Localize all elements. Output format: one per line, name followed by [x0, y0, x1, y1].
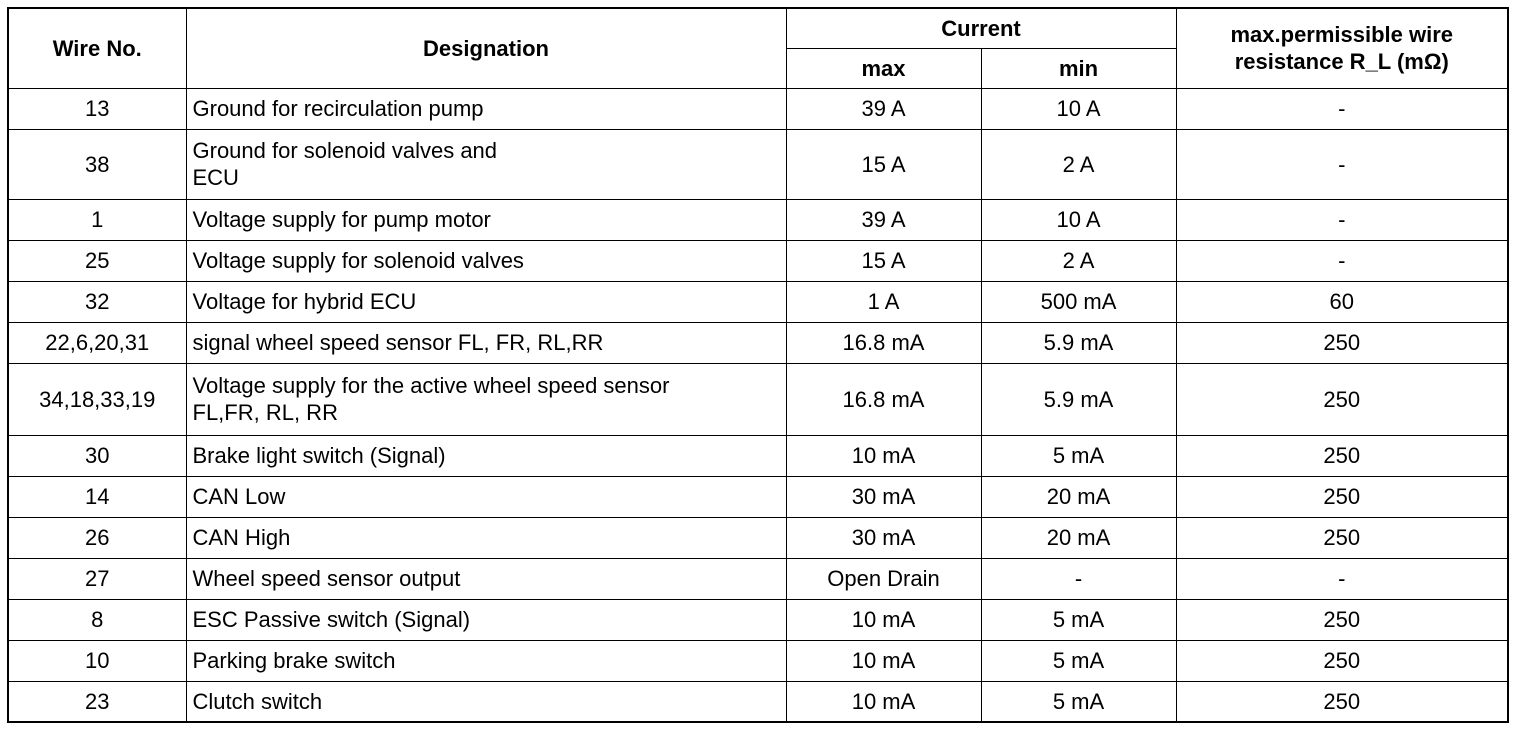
current-min-cell: 10 A — [981, 199, 1176, 240]
designation-line: CAN Low — [192, 484, 286, 509]
designation-line: signal wheel speed sensor FL, FR, RL,RR — [192, 330, 604, 355]
wire-no-cell: 38 — [8, 129, 186, 199]
current-min-cell: 5.9 mA — [981, 322, 1176, 363]
resistance-cell: - — [1176, 199, 1508, 240]
designation-cell — [186, 281, 786, 322]
current-min-cell: 10 A — [981, 88, 1176, 129]
table-row — [8, 558, 1508, 599]
resistance-cell: 250 — [1176, 435, 1508, 476]
table-row — [8, 640, 1508, 681]
wire-no-cell: 23 — [8, 681, 186, 722]
current-min-cell: - — [981, 558, 1176, 599]
current-max-header: max — [786, 48, 981, 88]
resistance-header-line2: resistance R_L (mΩ) — [1234, 49, 1449, 75]
designation-cell — [186, 476, 786, 517]
current-min-cell: 5 mA — [981, 640, 1176, 681]
table-row — [8, 322, 1508, 363]
current-min-cell: 5 mA — [981, 435, 1176, 476]
current-max-cell: 10 mA — [786, 681, 981, 722]
wire-no-cell: 34,18,33,19 — [8, 363, 186, 435]
designation-cell — [186, 599, 786, 640]
current-max-cell: 30 mA — [786, 476, 981, 517]
current-min-cell: 2 A — [981, 129, 1176, 199]
current-max-cell: 39 A — [786, 88, 981, 129]
current-min-cell: 500 mA — [981, 281, 1176, 322]
resistance-cell: 250 — [1176, 599, 1508, 640]
designation-cell — [186, 435, 786, 476]
designation-cell — [186, 129, 786, 199]
designation-cell — [186, 88, 786, 129]
table-row — [8, 240, 1508, 281]
wire-no-cell: 10 — [8, 640, 186, 681]
designation-line: Clutch switch — [192, 688, 323, 714]
designation-line: Ground for solenoid valves and — [192, 138, 498, 163]
resistance-cell: 60 — [1176, 281, 1508, 322]
table-row — [8, 599, 1508, 640]
designation-line: Voltage supply for pump motor — [192, 207, 491, 232]
table-header — [8, 8, 1508, 88]
designation-line: FL,FR, RL, RR — [192, 400, 338, 425]
wire-no-cell: 27 — [8, 558, 186, 599]
designation-line: Wheel speed sensor output — [192, 566, 461, 591]
designation-line: Parking brake switch — [192, 648, 396, 673]
wire-no-cell: 32 — [8, 281, 186, 322]
designation-cell — [186, 517, 786, 558]
current-max-cell: 30 mA — [786, 517, 981, 558]
resistance-cell: 250 — [1176, 363, 1508, 435]
designation-line: ESC Passive switch (Signal) — [192, 607, 471, 632]
current-min-cell: 2 A — [981, 240, 1176, 281]
designation-line: CAN High — [192, 525, 291, 550]
current-max-cell: 39 A — [786, 199, 981, 240]
current-min-cell: 5.9 mA — [981, 363, 1176, 435]
designation-cell — [186, 363, 786, 435]
wire-no-cell: 30 — [8, 435, 186, 476]
current-max-cell: 16.8 mA — [786, 363, 981, 435]
resistance-cell: - — [1176, 88, 1508, 129]
wire-no-cell: 22,6,20,31 — [8, 322, 186, 363]
wire-no-cell: 25 — [8, 240, 186, 281]
resistance-cell: 250 — [1176, 476, 1508, 517]
current-max-cell: Open Drain — [786, 558, 981, 599]
current-max-cell: 16.8 mA — [786, 322, 981, 363]
designation-header: Designation — [186, 8, 786, 88]
designation-line: Voltage for hybrid ECU — [192, 289, 417, 314]
designation-cell — [186, 558, 786, 599]
resistance-cell: 250 — [1176, 681, 1508, 722]
table-row — [8, 476, 1508, 517]
table-row — [8, 681, 1508, 722]
designation-line: Brake light switch (Signal) — [192, 443, 446, 468]
resistance-cell: 250 — [1176, 517, 1508, 558]
resistance-header-line1: max.permissible wire — [1230, 22, 1454, 48]
current-min-cell: 5 mA — [981, 599, 1176, 640]
resistance-cell: 250 — [1176, 322, 1508, 363]
current-max-cell: 15 A — [786, 129, 981, 199]
current-max-cell: 10 mA — [786, 599, 981, 640]
wire-specification-table — [7, 7, 1509, 723]
wire-no-cell: 13 — [8, 88, 186, 129]
designation-line: Voltage supply for solenoid valves — [192, 248, 524, 273]
current-min-header: min — [981, 48, 1176, 88]
resistance-header — [1176, 8, 1508, 88]
table-body — [8, 88, 1508, 722]
current-max-cell: 10 mA — [786, 640, 981, 681]
designation-cell — [186, 681, 786, 722]
table-row — [8, 281, 1508, 322]
designation-cell — [186, 240, 786, 281]
resistance-cell: 250 — [1176, 640, 1508, 681]
current-max-cell: 15 A — [786, 240, 981, 281]
table-row — [8, 517, 1508, 558]
designation-cell — [186, 640, 786, 681]
current-min-cell: 20 mA — [981, 476, 1176, 517]
current-max-cell: 1 A — [786, 281, 981, 322]
current-max-cell: 10 mA — [786, 435, 981, 476]
wire-no-cell: 26 — [8, 517, 186, 558]
designation-line: Ground for recirculation pump — [192, 96, 484, 121]
designation-cell — [186, 322, 786, 363]
wire-no-header: Wire No. — [8, 8, 186, 88]
current-min-cell: 5 mA — [981, 681, 1176, 722]
resistance-cell: - — [1176, 129, 1508, 199]
designation-line: ECU — [192, 165, 239, 190]
table-row — [8, 363, 1508, 435]
resistance-cell: - — [1176, 558, 1508, 599]
designation-line: Voltage supply for the active wheel speed sensor — [192, 373, 670, 398]
resistance-cell: - — [1176, 240, 1508, 281]
table-row — [8, 435, 1508, 476]
wire-no-cell: 8 — [8, 599, 186, 640]
wire-no-cell: 1 — [8, 199, 186, 240]
table-row — [8, 129, 1508, 199]
designation-cell — [186, 199, 786, 240]
current-header: Current — [786, 8, 1176, 48]
table-row — [8, 199, 1508, 240]
table-row — [8, 88, 1508, 129]
current-min-cell: 20 mA — [981, 517, 1176, 558]
wire-no-cell: 14 — [8, 476, 186, 517]
